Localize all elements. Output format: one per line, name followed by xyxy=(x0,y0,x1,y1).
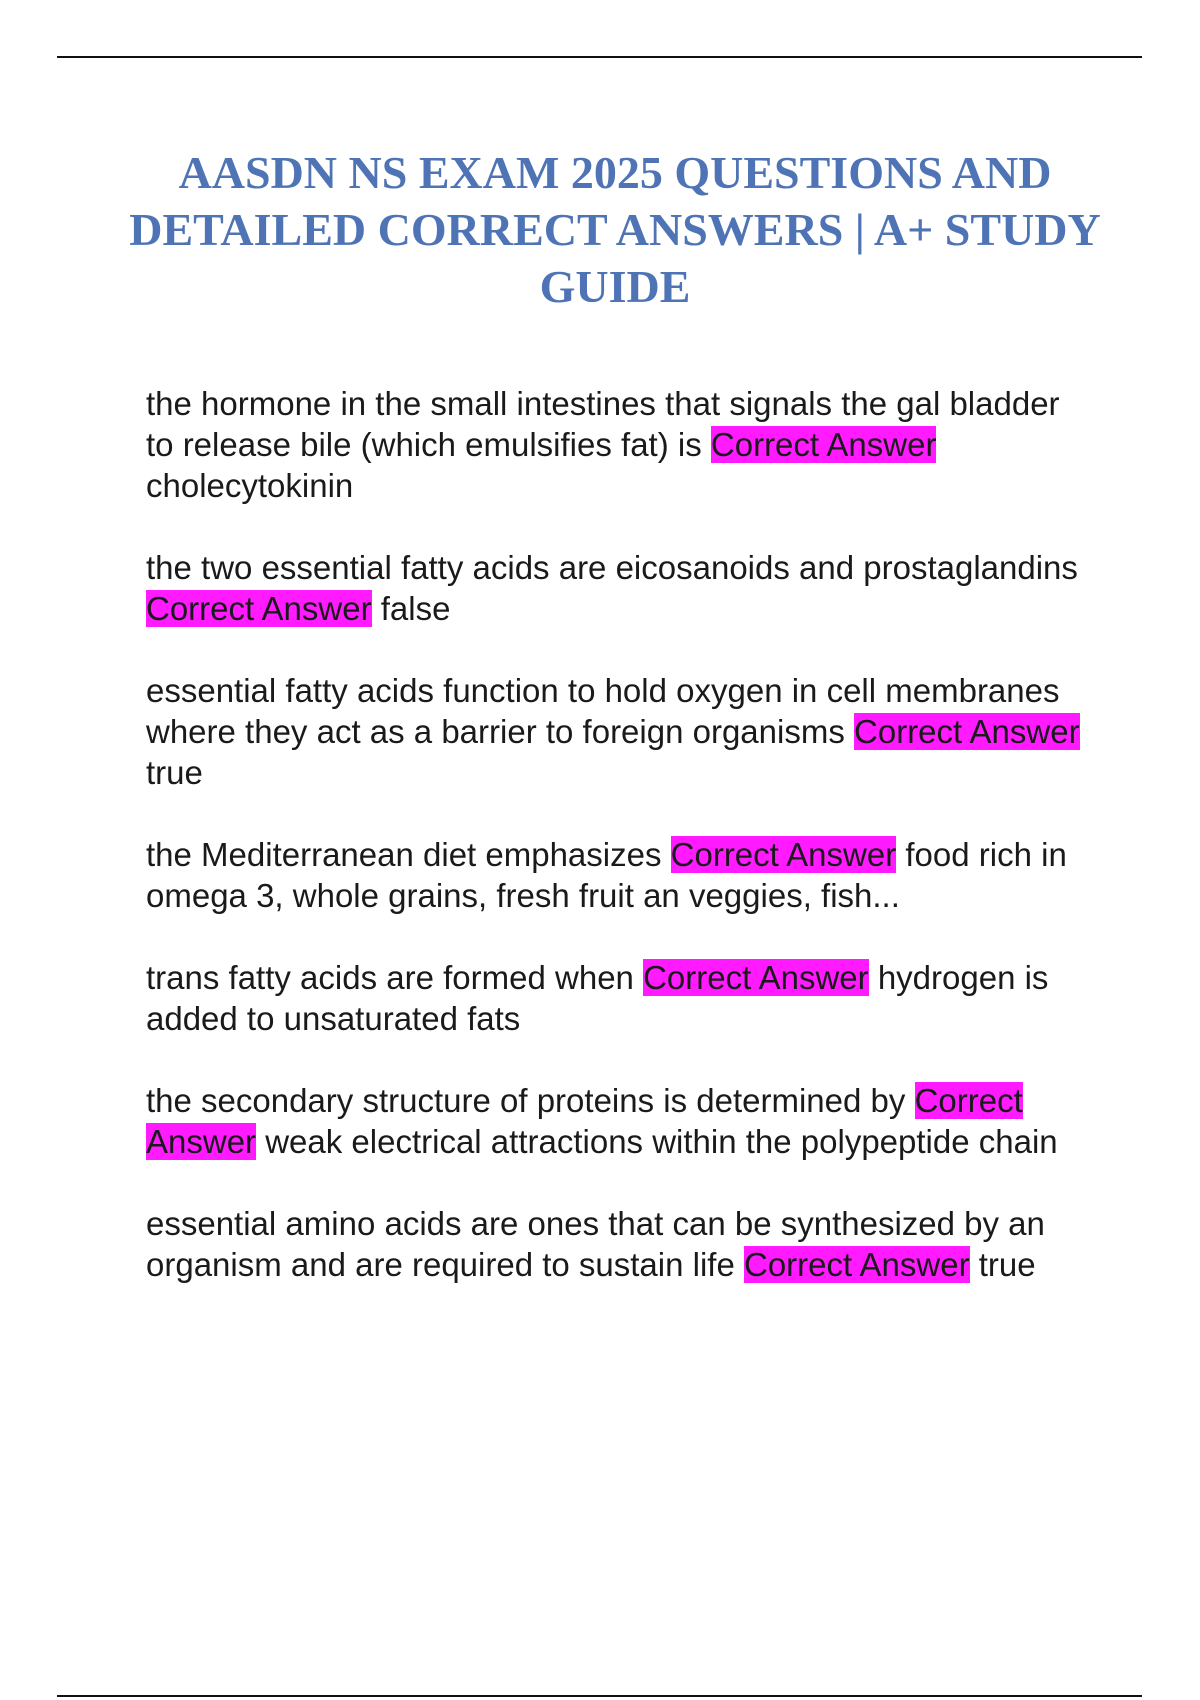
qa-item xyxy=(146,1203,1096,1285)
answer-text: food rich in omega 3, whole grains, fresh fruit an veggies, fish... xyxy=(146,836,1067,914)
question-text: trans fatty acids are formed when xyxy=(146,959,634,996)
answer-text: true xyxy=(978,1246,1036,1283)
qa-item xyxy=(146,383,1096,506)
correct-answer-marker: Correct Answer xyxy=(146,590,372,627)
correct-answer-marker: Correct Answer xyxy=(643,959,869,996)
top-rule xyxy=(57,56,1142,58)
question-text: the Mediterranean diet emphasizes xyxy=(146,836,662,873)
correct-answer-marker: Correct Answer xyxy=(744,1246,970,1283)
question-text: essential fatty acids function to hold oxygen in cell membranes where they act as a barrier to foreign organisms xyxy=(146,672,1060,750)
qa-item xyxy=(146,547,1096,629)
answer-text: false xyxy=(380,590,451,627)
bottom-rule xyxy=(57,1695,1142,1697)
qa-list xyxy=(146,383,1096,1326)
correct-answer-marker: Correct Answer xyxy=(670,836,897,873)
question-text: essential amino acids are ones that can be synthesized by an organism and are required to sustain life xyxy=(146,1205,1045,1283)
qa-item xyxy=(146,834,1096,916)
question-text: the hormone in the small intestines that signals the gal bladder to release bile (which emulsifies fat) is xyxy=(146,385,1060,463)
answer-text: true xyxy=(146,754,203,791)
correct-answer-marker: Correct Answer xyxy=(854,713,1080,750)
answer-text: weak electrical attractions within the polypeptide chain xyxy=(265,1123,1058,1160)
question-text: the two essential fatty acids are eicosanoids and prostaglandins xyxy=(146,549,1078,586)
qa-item xyxy=(146,1080,1096,1162)
question-text: the secondary structure of proteins is determined by xyxy=(146,1082,906,1119)
correct-answer-marker: Correct Answer xyxy=(146,1082,1023,1160)
qa-item xyxy=(146,670,1096,793)
answer-text: hydrogen is added to unsaturated fats xyxy=(146,959,1049,1037)
answer-text: cholecytokinin xyxy=(146,467,354,504)
qa-item xyxy=(146,957,1096,1039)
document-title: AASDN NS EXAM 2025 QUESTIONS AND DETAILED CORRECT ANSWERS | A+ STUDY GUIDE xyxy=(129,147,1101,312)
correct-answer-marker: Correct Answer xyxy=(710,426,937,463)
